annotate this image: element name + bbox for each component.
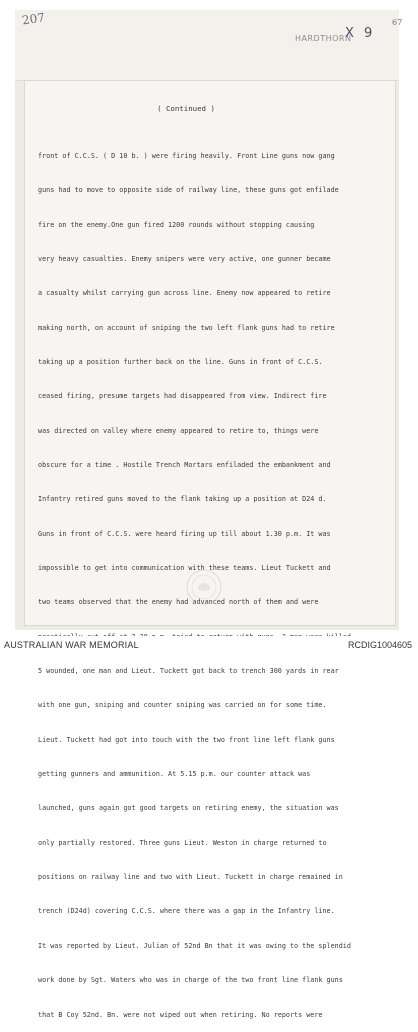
- text-line: work done by Sgt. Waters who was in charge of the two front line flank guns: [38, 976, 343, 985]
- text-line: taking up a position further back on the line. Guns in front of C.C.S.: [38, 357, 323, 366]
- text-line: a casualty whilst carrying gun across line. Enemy now appeared to retire: [38, 289, 331, 298]
- text-line: Infantry retired guns moved to the flank taking up a position at D24 d.: [38, 495, 327, 504]
- text-line: very heavy casualties. Enemy snipers were very active, one gunner became: [38, 254, 331, 263]
- text-line: with one gun, sniping and counter sniping was carried on for some time.: [38, 701, 327, 710]
- archive-footer: [0, 636, 418, 654]
- margin-number: 207: [21, 10, 46, 28]
- text-line: ceased firing, presume targets had disappeared from view. Indirect fire: [38, 392, 327, 401]
- corner-mark: 67: [392, 18, 403, 27]
- text-line: that B Coy 52nd. Bn. were not wiped out when retiring. No reports were: [38, 1010, 323, 1019]
- text-line: two teams observed that the enemy had advanced north of them and were: [38, 598, 319, 607]
- continued-heading: ( Continued ): [157, 104, 215, 113]
- text-line: getting gunners and ammunition. At 5.15 p.m. our counter attack was: [38, 770, 311, 779]
- text-line: impossible to get into communication with these teams. Lieut Tuckett and: [38, 564, 331, 573]
- text-line: fire on the enemy.One gun fired 1200 rounds without stopping causing: [38, 220, 315, 229]
- record-id: RCDIG1004605: [347, 640, 412, 650]
- text-line: guns had to move to opposite side of railway line, these guns got enfilade: [38, 186, 339, 195]
- archive-header-strip: [15, 10, 399, 81]
- text-line: 5 wounded, one man and Lieut. Tuckett got back to trench 300 yards in rear: [38, 667, 339, 676]
- embossed-seal-icon: [185, 568, 223, 606]
- text-line: only partially restored. Three guns Lieut. Weston in charge returned to: [38, 838, 327, 847]
- text-line: front of C.C.S. ( D 10 b. ) were firing heavily. Front Line guns now gang: [38, 151, 335, 160]
- text-line: making north, on account of sniping the two left flank guns had to retire: [38, 323, 335, 332]
- text-line: Lieut. Tuckett had got into touch with the two front line left flank guns: [38, 735, 335, 744]
- text-line: obscure for a time . Hostile Trench Mortars enfiladed the embankment and: [38, 461, 331, 469]
- reference-mark: X 9: [345, 26, 376, 41]
- archive-stamp: HARDTHORN: [295, 34, 352, 43]
- text-line: positions on railway line and two with Lieut. Tuckett in charge remained in: [38, 873, 343, 882]
- text-line: trench (D24d) covering C.C.S. where there was a gap in the Infantry line.: [38, 907, 335, 916]
- text-line: was directed on valley where enemy appeared to retire to, things were: [38, 426, 319, 435]
- text-line: It was reported by Lieut. Julian of 52nd Bn that it was owing to the splendid: [38, 941, 351, 950]
- text-line: launched, guns again got good targets on retiring enemy, the situation was: [38, 804, 339, 813]
- archive-credit: AUSTRALIAN WAR MEMORIAL: [4, 640, 139, 650]
- text-line: Guns in front of C.C.S. were heard firing up till about 1.30 p.m. It was: [38, 529, 331, 538]
